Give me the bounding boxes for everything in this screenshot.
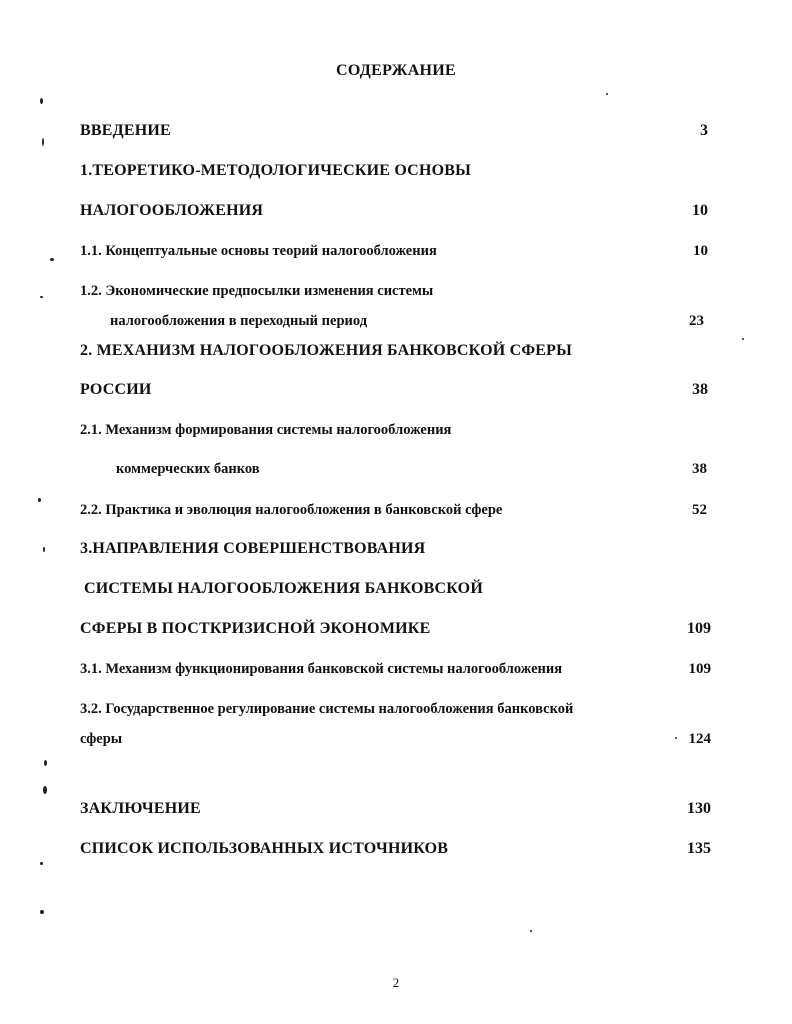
page-number: 2	[392, 975, 400, 990]
toc-ch3-title-line2: СИСТЕМЫ НАЛОГООБЛОЖЕНИЯ БАНКОВСКОЙ	[84, 580, 483, 597]
scan-speck	[40, 862, 43, 865]
toc-s32-line1: 3.2. Государственное регулирование системы налогообложения банковской	[80, 701, 574, 717]
page-title: СОДЕРЖАНИЕ	[335, 62, 457, 79]
toc-s11-page: 10	[693, 243, 708, 259]
toc-s12-page: 23	[689, 313, 704, 329]
toc-s21-line1: 2.1. Механизм формирования системы налогообложения	[80, 422, 452, 438]
scan-speck	[50, 258, 54, 261]
toc-s22-page: 52	[692, 502, 707, 518]
toc-ch1-page: 10	[692, 202, 708, 219]
toc-ch2-title-line1: 2. МЕХАНИЗМ НАЛОГООБЛОЖЕНИЯ БАНКОВСКОЙ СФЕРЫ	[80, 342, 573, 359]
toc-ch3-page: 109	[687, 620, 711, 637]
toc-s31-label: 3.1. Механизм функционирования банковской системы налогообложения	[80, 661, 563, 677]
toc-s12-line2: налогообложения в переходный период	[110, 313, 368, 329]
scan-speck	[38, 498, 41, 502]
scan-speck	[742, 338, 744, 340]
toc-intro-label: ВВЕДЕНИЕ	[80, 122, 171, 139]
toc-conclusion-page: 130	[687, 800, 711, 817]
scan-speck	[44, 760, 47, 766]
toc-ch1-title-line1: 1.ТЕОРЕТИКО-МЕТОДОЛОГИЧЕСКИЕ ОСНОВЫ	[80, 162, 472, 179]
toc-s31-page: 109	[688, 661, 711, 677]
toc-s22-label: 2.2. Практика и эволюция налогообложения в банковской сфере	[80, 502, 503, 518]
scan-speck	[40, 98, 43, 104]
toc-s32-line2: сферы	[80, 731, 123, 747]
scan-speck	[675, 737, 677, 739]
toc-ch2-title-line2: РОССИИ	[80, 381, 152, 398]
toc-s11-label: 1.1. Концептуальные основы теорий налогообложения	[80, 243, 437, 259]
scan-speck	[606, 93, 608, 95]
toc-s32-page: 124	[688, 731, 711, 747]
toc-ch3-title-line3: СФЕРЫ В ПОСТКРИЗИСНОЙ ЭКОНОМИКЕ	[80, 620, 431, 637]
scan-speck	[43, 786, 47, 794]
scan-speck	[40, 296, 43, 298]
toc-intro-page: 3	[700, 122, 708, 139]
toc-ch2-page: 38	[692, 381, 708, 398]
toc-conclusion-label: ЗАКЛЮЧЕНИЕ	[80, 800, 201, 817]
toc-references-page: 135	[687, 840, 711, 857]
scan-speck	[42, 138, 44, 146]
toc-references-label: СПИСОК ИСПОЛЬЗОВАННЫХ ИСТОЧНИКОВ	[80, 840, 449, 857]
toc-s12-line1: 1.2. Экономические предпосылки изменения системы	[80, 283, 434, 299]
toc-ch1-title-line2: НАЛОГООБЛОЖЕНИЯ	[80, 202, 264, 219]
scan-speck	[43, 547, 45, 552]
scan-speck	[40, 910, 44, 914]
scan-speck	[530, 930, 532, 932]
toc-s21-line2: коммерческих банков	[116, 461, 260, 477]
toc-s21-page: 38	[692, 461, 707, 477]
toc-ch3-title-line1: 3.НАПРАВЛЕНИЯ СОВЕРШЕНСТВОВАНИЯ	[80, 540, 426, 557]
